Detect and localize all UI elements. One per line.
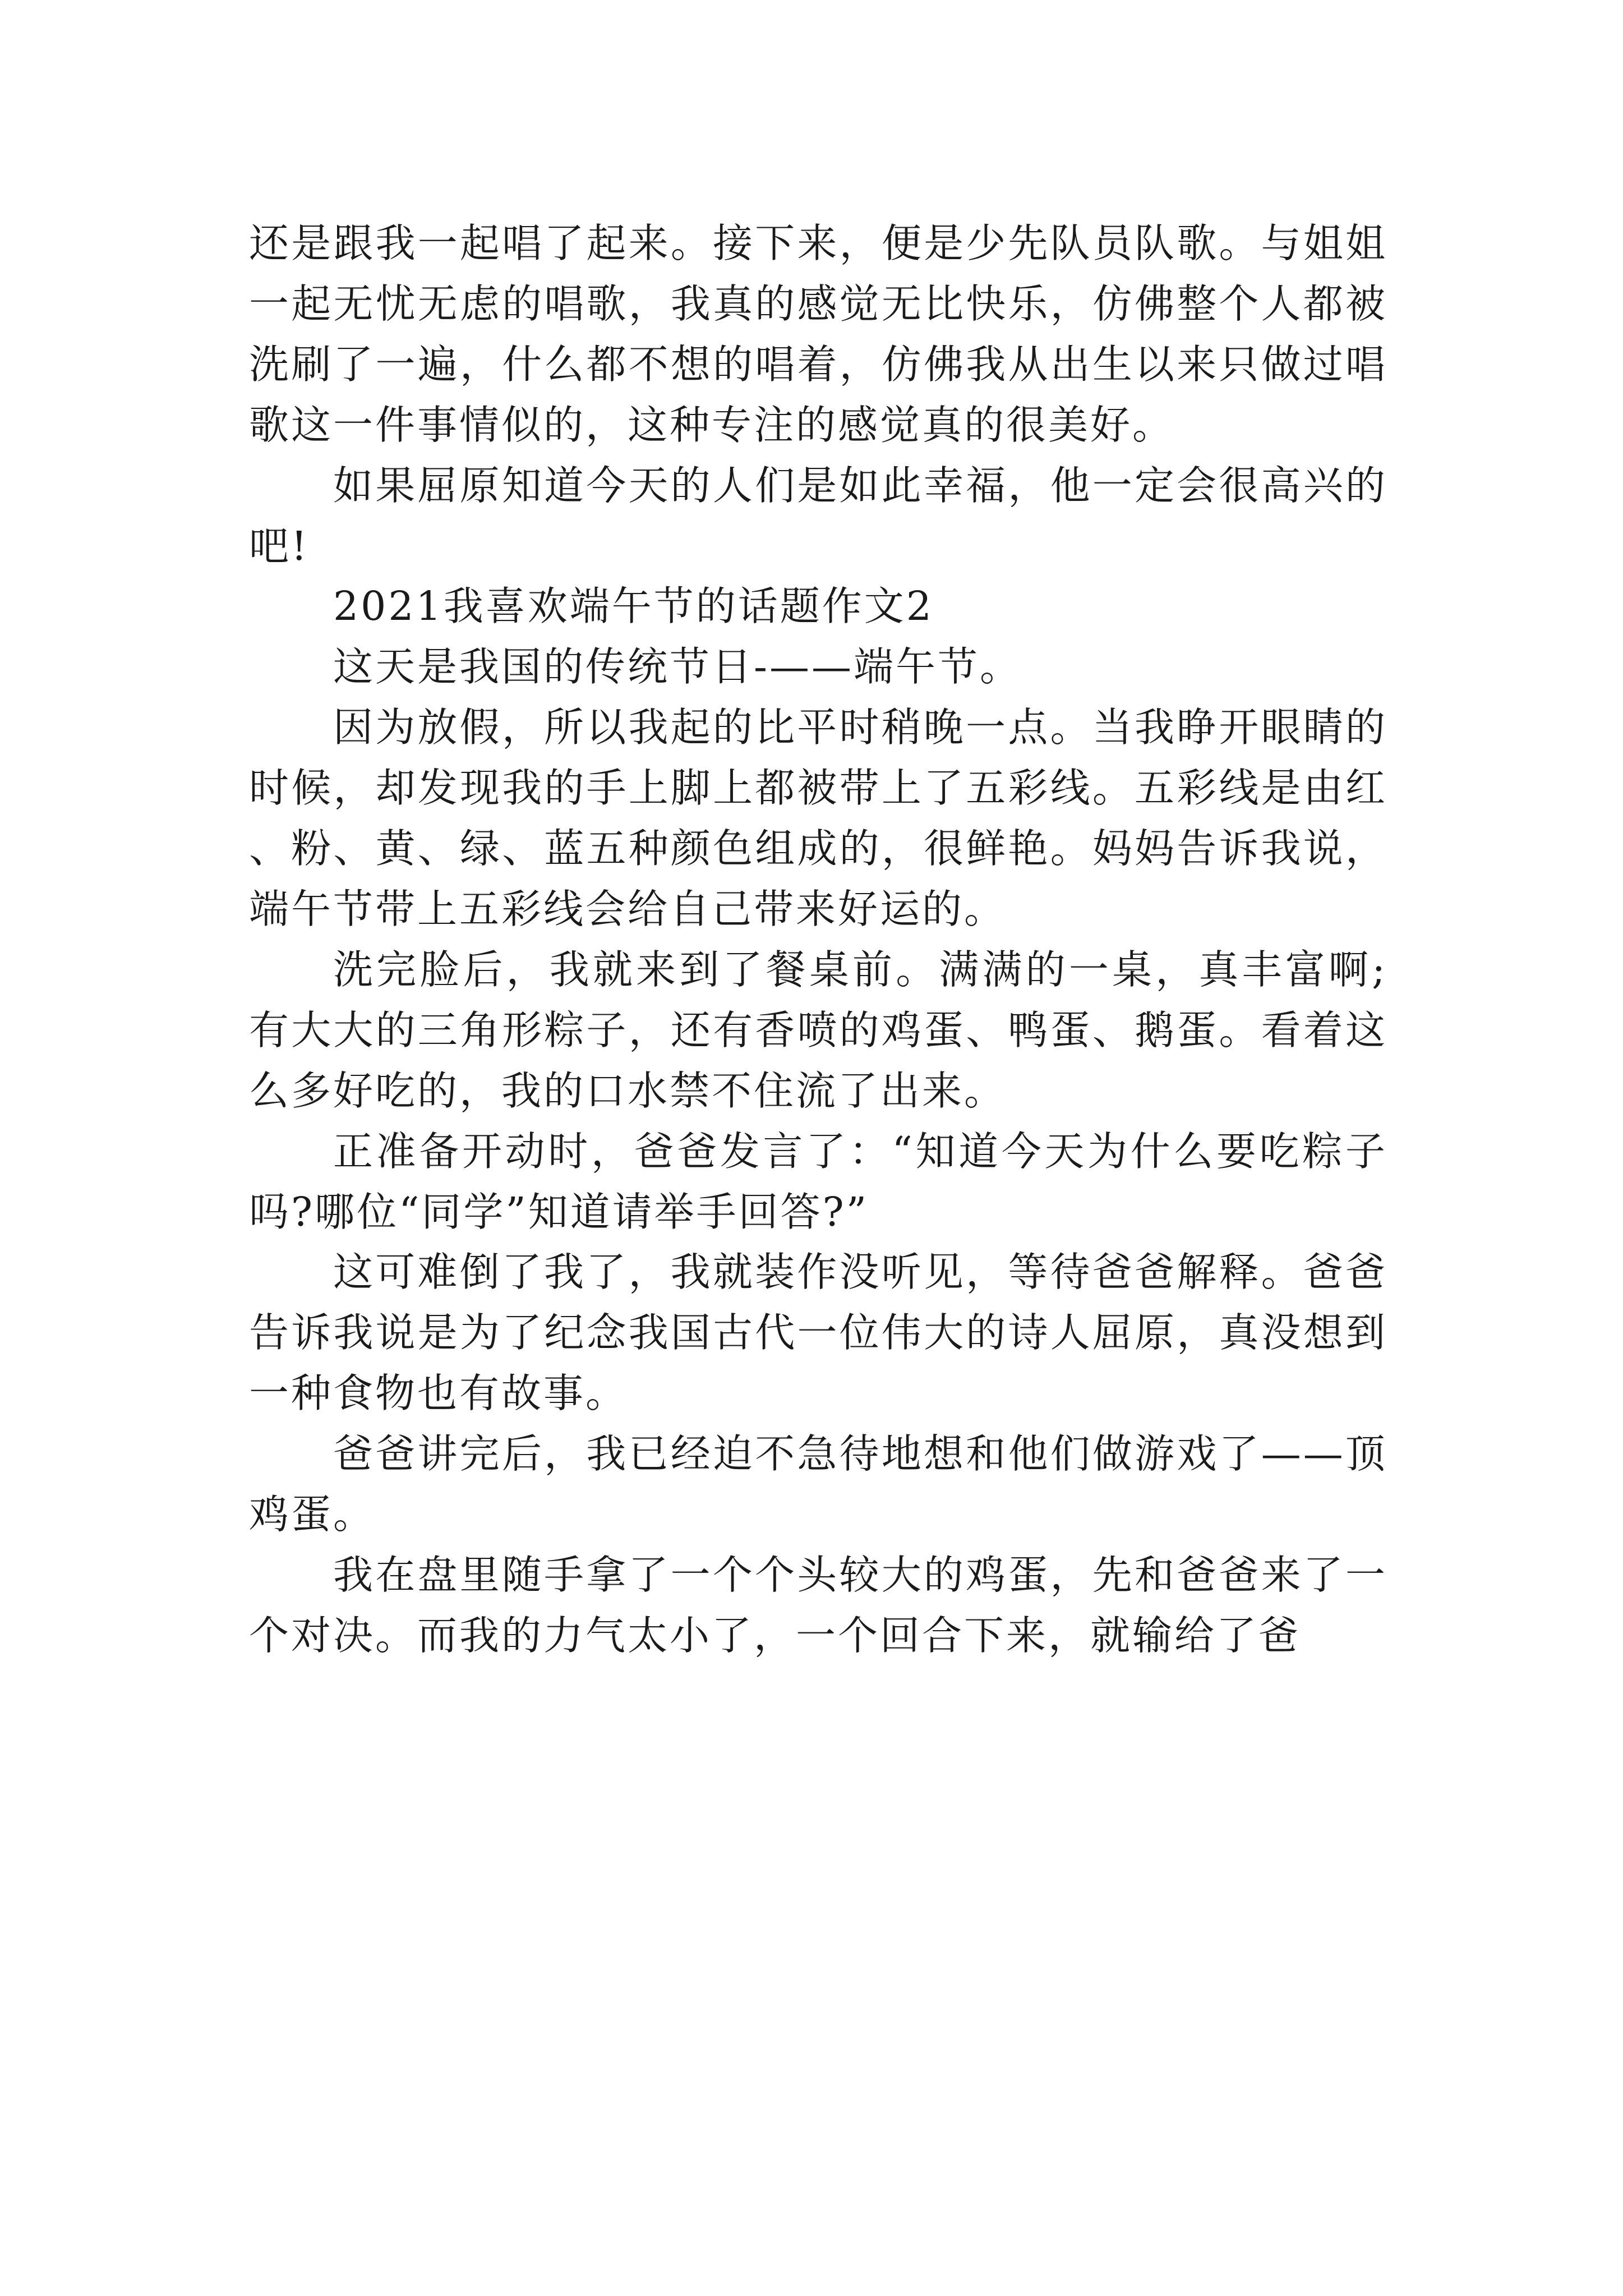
paragraph-explanation: 这可难倒了我了，我就装作没听见，等待爸爸解释。爸爸告诉我说是为了纪念我国古代一位伟大的诗人屈原，真没想到一种食物也有故事。 — [249, 1249, 1387, 1417]
paragraph-father-question: 正准备开动时，爸爸发言了：“知道今天为什么要吃粽子吗?哪位“同学”知道请举手回答?” — [249, 1128, 1387, 1235]
paragraph-festival: 这天是我国的传统节日-——端午节。 — [333, 643, 1022, 691]
paragraph-breakfast: 洗完脸后，我就来到了餐桌前。满满的一桌，真丰富啊;有大大的三角形粽子，还有香喷的鸡蛋、鸭蛋、鹅蛋。看着这么多好吃的，我的口水禁不住流了出来。 — [249, 946, 1387, 1114]
paragraph-egg-duel: 我在盘里随手拿了一个个头较大的鸡蛋，先和爸爸来了一个对决。而我的力气太小了，一个回合下来，就输给了爸 — [249, 1551, 1387, 1659]
essay-title: 2021我喜欢端午节的话题作文2 — [333, 583, 934, 630]
paragraph-game: 爸爸讲完后，我已经迫不急待地想和他们做游戏了——顶鸡蛋。 — [249, 1430, 1387, 1538]
paragraph-colored-thread: 因为放假，所以我起的比平时稍晚一点。当我睁开眼睛的时候，却发现我的手上脚上都被带上了五彩线。五彩线是由红、粉、黄、绿、蓝五种颜色组成的，很鲜艳。妈妈告诉我说，端午节带上五彩线会给自己带来好运的。 — [249, 704, 1387, 932]
paragraph-quyuan: 如果屈原知道今天的人们是如此幸福，他一定会很高兴的吧! — [249, 462, 1387, 569]
document-body — [249, 213, 1387, 1666]
paragraph-continuation: 还是跟我一起唱了起来。接下来，便是少先队员队歌。与姐姐一起无忧无虑的唱歌，我真的感觉无比快乐，仿佛整个人都被洗刷了一遍，什么都不想的唱着，仿佛我从出生以来只做过唱歌这一件事情似的，这种专注的感觉真的很美好。 — [249, 220, 1387, 448]
